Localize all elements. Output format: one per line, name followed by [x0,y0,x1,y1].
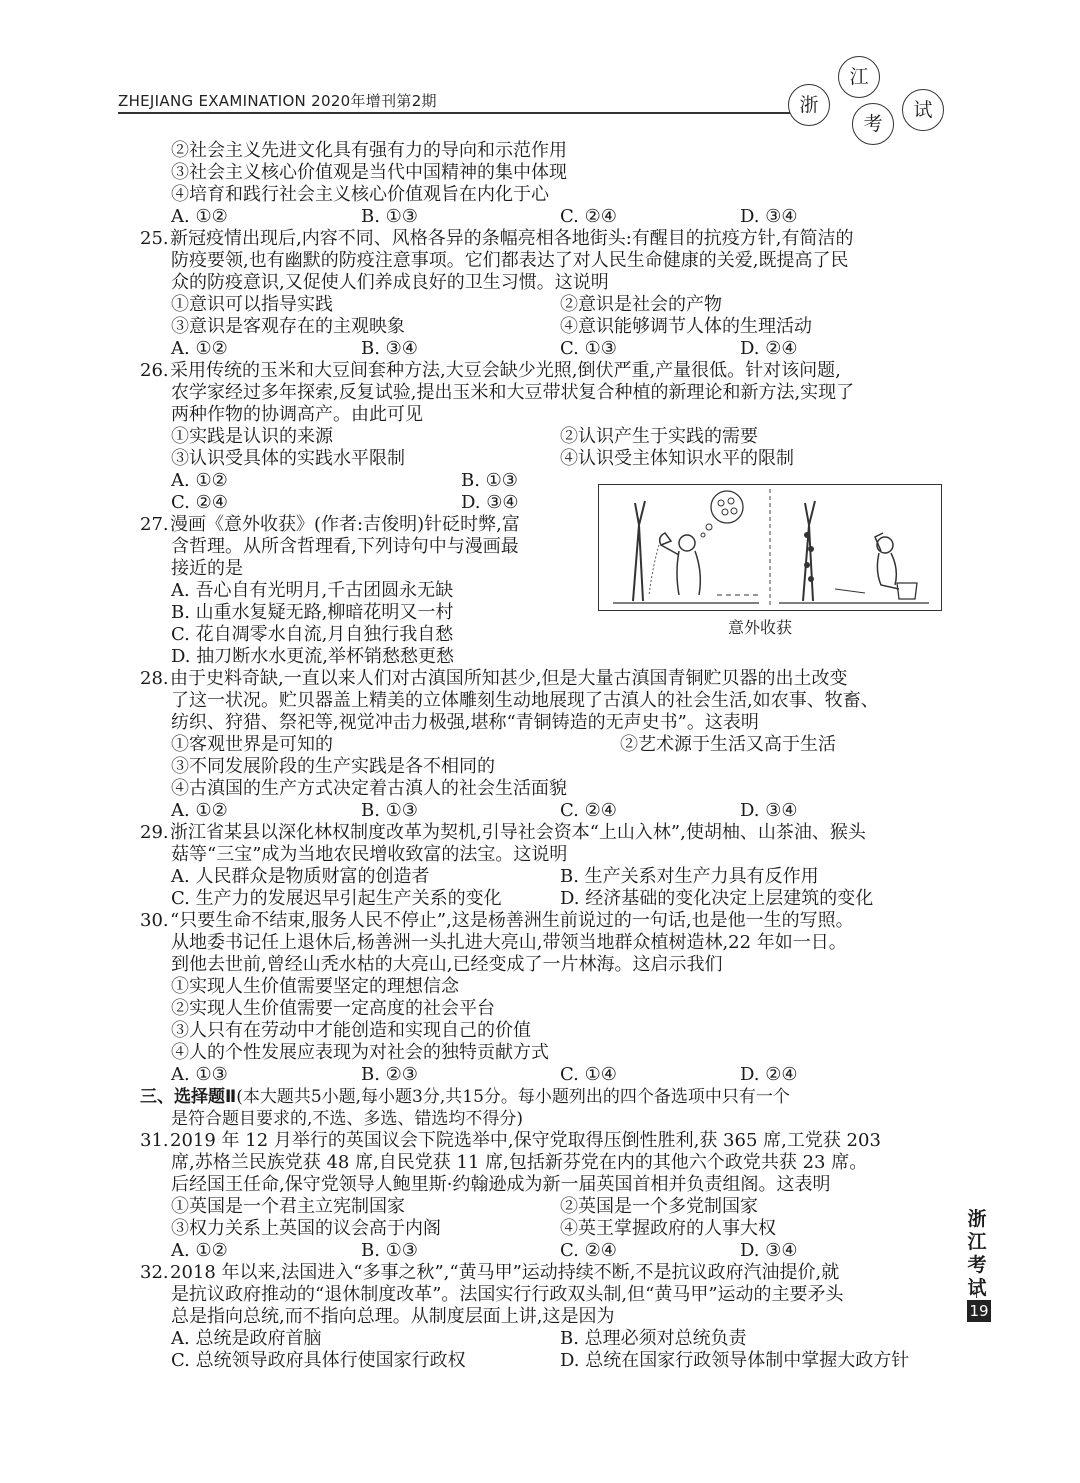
statement-3: ③不同发展阶段的生产实践是各不相同的 [171,756,495,777]
question-31 [140,1130,960,1262]
option-b: B. ③④ [361,338,418,359]
option-d: D. ③④ [461,492,519,513]
option-c: C. ①③ [560,338,617,359]
section-note: 是符合题目要求的,不选、多选、错选均不得分) [171,1109,524,1129]
option-d: D. ②④ [740,1064,798,1085]
statement-row [140,734,960,756]
fruit-icon [728,498,734,504]
option-d: D. ③④ [740,1240,798,1261]
top-options [140,206,960,228]
option-row [140,1240,960,1262]
option-a: A. ①② [171,470,228,491]
option-row [140,1328,960,1350]
statement-1: ①意识可以指导实践 [171,294,333,315]
seal-char-4: 试 [902,89,944,131]
farmer-head [877,537,893,553]
option-d: D. ③④ [740,800,798,821]
question-stem-line: 漫画《意外收获》(作者:吉俊明)针砭时弊,富 [170,514,520,535]
question-page [140,140,960,1372]
statement-row [140,294,960,316]
question-29 [140,822,960,910]
option-b: B. ①③ [461,470,518,491]
statement-row [140,426,960,448]
question-stem-line: 是抗议政府推动的“退休制度改革”。法国实行行政双头制,但“黄马甲”运动的主要矛头 [171,1284,844,1305]
option-c: C. ②④ [171,492,228,513]
question-stem-line: 从地委书记任上退休后,杨善洲一头扎进大亮山,带领当地群众植树造林,22 年如一日。 [171,932,847,953]
question-number: 32. [140,1262,169,1283]
seal-char-3: 考 [852,103,894,145]
statement-1: ①实现人生价值需要坚定的理想信念 [171,976,459,997]
statement-1: ①客观世界是可知的 [171,734,333,755]
option-row [140,1350,960,1372]
water-stream [649,545,659,595]
question-stem-line: 采用传统的玉米和大豆间套种方法,大豆会缺少光照,倒伏严重,产量很低。针对该问题, [170,360,841,381]
option-c: C. 总统领导政府具体行使国家行政权 [171,1350,466,1371]
question-stem-line: 接近的是 [171,558,243,579]
question-stem-line: 了这一状况。贮贝器盖上精美的立体雕刻生动地展现了古滇人的社会生活,如农事、牧畜、 [171,690,879,711]
option-d: D. ②④ [740,338,798,359]
statement-2: ②艺术源于生活又高于生活 [620,734,836,755]
question-stem-line: 众的防疫意识,又促使人们养成良好的卫生习惯。这说明 [171,272,609,293]
fruit-icon [718,500,724,506]
statement-row [140,448,960,470]
statement-1: ①英国是一个君主立宪制国家 [171,1196,405,1217]
statement-1: ①实践是认识的来源 [171,426,333,447]
cartoon-caption: 意外收获 [728,618,793,637]
thought-dot [701,533,705,537]
journal-header: ZHEJIANG EXAMINATION 2020年增刊第2期 [118,92,437,110]
statement-4: ④古滇国的生产方式决定着古滇人的社会生活面貌 [171,778,567,799]
question-stem-line: 到他去世前,曾经山秃水枯的大亮山,已经变成了一片林海。这启示我们 [171,954,723,975]
statement-3: ③认识受具体的实践水平限制 [171,448,405,469]
question-stem-line: 浙江省某县以深化林权制度改革为契机,引导社会资本“上山入林”,使胡柚、山茶油、猴头 [170,822,866,843]
option-row [140,866,960,888]
fruit-icon [804,532,810,538]
option-b: B. 山重水复疑无路,柳暗花明又一村 [171,602,454,623]
option-a: A. ①② [171,800,228,821]
option-b: B. ①③ [361,1240,418,1261]
fruit-icon [804,562,810,568]
option-row [140,800,960,822]
option-d: D. 抽刀断水水更流,举杯销愁愁更愁 [171,646,454,667]
question-stem-line: 菇等“三宝”成为当地农民增收致富的法宝。这说明 [171,844,568,865]
statement-4: ④认识受主体知识水平的限制 [560,448,794,469]
question-stem-line: “只要生命不结束,服务人民不停止”,这是杨善洲生前说过的一句话,也是他一生的写照。 [170,910,854,931]
option-b: B. ①③ [361,800,418,821]
question-number: 29. [140,822,169,843]
question-stem-line: 2018 年以来,法国进入“多事之秋”,“黄马甲”运动持续不断,不是抗议政府汽油提价,就 [170,1262,840,1283]
option-c: C. ②④ [560,1240,617,1261]
option-b: B. ②③ [361,1064,418,1085]
fruit-icon [808,576,814,582]
question-stem-line: 两种作物的协调高产。由此可见 [171,404,423,425]
stick [835,589,865,593]
section-note-continued [140,1108,960,1130]
farmer-head [679,535,695,551]
section-title: 三、选择题Ⅱ [140,1087,237,1107]
option-b: B. ①③ [361,206,418,227]
basket-icon [897,583,917,599]
statement-3: ③意识是客观存在的主观映象 [171,316,405,337]
option-c: C. 生产力的发展迟早引起生产关系的变化 [171,888,502,909]
option-row [140,338,960,360]
fruit-icon [731,508,737,514]
question-number: 31. [140,1130,169,1151]
statement-4: ④意识能够调节人体的生理活动 [560,316,812,337]
option-row [140,888,960,910]
option-c: C. ②④ [560,800,617,821]
statement-2: ②英国是一个多党制国家 [560,1196,758,1217]
option-d: D. ③④ [740,206,798,227]
thought-bubble [711,491,743,523]
top-item: ④培育和践行社会主义核心价值观旨在内化于心 [171,184,549,205]
question-25 [140,228,960,360]
statement-3: ③权力关系上英国的议会高于内阁 [171,1218,441,1239]
option-b: B. 总理必须对总统负责 [560,1328,747,1349]
cartoon-drawing [599,485,941,610]
option-c: C. ①④ [560,1064,617,1085]
question-number: 27. [140,514,169,535]
statement-3: ③人只有在劳动中才能创造和实现自己的价值 [171,1020,531,1041]
question-stem-line: 2019 年 12 月举行的英国议会下院选举中,保守党取得压倒性胜利,获 365 席,工党获 203 [170,1130,881,1151]
section-note: (本大题共5小题,每小题3分,共15分。每小题列出的四个备选项中只有一个 [236,1087,790,1107]
option-a: A. 人民群众是物质财富的创造者 [171,866,430,887]
question-stem-line: 总是指向总统,而不指向总理。从制度层面上讲,这是因为 [171,1306,615,1327]
option-c: C. ②④ [560,206,617,227]
question-number: 30. [140,910,169,931]
header-rule [118,112,800,114]
statement-4: ④人的个性发展应表现为对社会的独特贡献方式 [171,1042,549,1063]
question-stem-line: 防疫要领,也有幽默的防疫注意事项。它们都表达了对人民生命健康的关爱,既提高了民 [171,250,849,271]
statement-row [140,1218,960,1240]
statement-2: ②认识产生于实践的需要 [560,426,758,447]
statement-4: ④英王掌握政府的人事大权 [560,1218,776,1239]
question-stem-line: 含哲理。从所含哲理看,下列诗句中与漫画最 [171,536,519,557]
question-32 [140,1262,960,1372]
option-row [140,1064,960,1086]
section-heading [140,1086,960,1108]
option-a: A. ①② [171,1240,228,1261]
question-number: 26. [140,360,169,381]
option-a: A. ①② [171,338,228,359]
top-item: ②社会主义先进文化具有强有力的导向和示范作用 [171,140,567,161]
seal-char-1: 浙 [788,84,830,126]
top-item: ③社会主义核心价值观是当代中国精神的集中体现 [171,162,567,183]
fruit-icon [808,546,814,552]
option-d: D. 经济基础的变化决定上层建筑的变化 [560,888,874,909]
cartoon-image [598,484,942,611]
option-a: A. 吾心自有光明月,千古团圆永无缺 [171,580,454,601]
statement-row [140,1196,960,1218]
question-stem-line: 席,苏格兰民族党获 48 席,自民党获 11 席,包括新芬党在内的其他六个政党共获 23 席。 [171,1152,868,1173]
question-stem-line: 后经国王任命,保守党领导人鲍里斯·约翰逊成为新一届英国首相并负责组阁。这表明 [171,1174,831,1195]
tree-trunk-left [633,501,645,601]
side-rule [976,1290,977,1298]
question-number: 25. [140,228,169,249]
question-stem-line: 农学家经过多年探索,反复试验,提出玉米和大豆带状复合种植的新理论和新方法,实现了 [171,382,855,403]
seal-char-2: 江 [838,56,880,98]
side-journal-label: 浙江考试 [967,1208,987,1299]
statement-row [140,316,960,338]
option-b: B. 生产关系对生产力具有反作用 [560,866,819,887]
page-number: 19 [967,1300,991,1322]
question-stem-line: 纺织、狩猎、祭祀等,视觉冲击力极强,堪称“青铜铸造的无声史书”。这表明 [171,712,759,733]
option-a: A. ①③ [171,1064,228,1085]
option-c: C. 花自凋零水自流,月自独行我自愁 [171,624,454,645]
question-stem-line: 由于史料奇缺,一直以来人们对古滇国所知甚少,但是大量古滇国青铜贮贝器的出土改变 [170,668,848,689]
option-d: D. 总统在国家行政领导体制中掌握大政方针 [560,1350,910,1371]
fruit-icon [722,509,728,515]
question-28 [140,668,960,822]
statement-2: ②实现人生价值需要一定高度的社会平台 [171,998,495,1019]
question-30 [140,910,960,1086]
thought-dot [706,524,712,530]
question-number: 28. [140,668,169,689]
question-stem-line: 新冠疫情出现后,内容不同、风格各异的条幅亮相各地街头:有醒目的抗疫方针,有简洁的 [170,228,854,249]
option-a: A. 总统是政府首脑 [171,1328,322,1349]
statement-2: ②意识是社会的产物 [560,294,722,315]
option-a: A. ①② [171,206,228,227]
